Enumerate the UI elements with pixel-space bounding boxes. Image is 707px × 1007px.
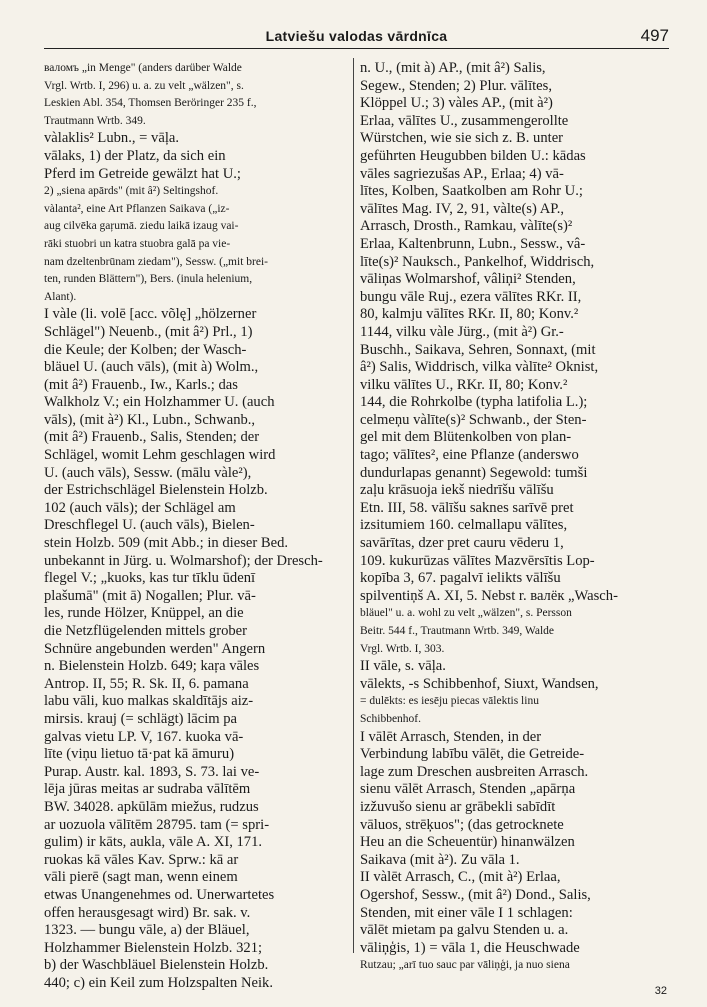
text-line: vàlaklis² Lubn., = vāļa. [44, 130, 179, 147]
text-line: Verbindung labību vālēt, die Getreide- [360, 746, 585, 763]
text-line: ruokas kā vāles Kav. Sprw.: kā ar [44, 851, 239, 868]
text-line: bungu vāle Ruj., ezera vālītes RKr. II, [360, 288, 582, 305]
text-line: 144, die Rohrkolbe (typha latifolia L.); [360, 394, 588, 411]
text-line: plašumā" (mit ā) Nogallen; Plur. vā- [44, 587, 256, 604]
text-line: â²) Salis, Widdrisch, vilka vàlīte² Oknist, [360, 359, 599, 376]
text-line: bläuel" u. a. wohl zu velt „wälzen", s. Persson [360, 607, 572, 620]
text-line: vālekts, -s Schibbenhof, Siuxt, Wandsen, [360, 675, 599, 692]
text-line: Dreschflegel U. (auch vāls), Bielen- [44, 517, 255, 534]
text-line: bläuel U. (auch vāls), (mit à) Wolm., [44, 359, 259, 376]
text-line: Alant). [44, 290, 77, 303]
text-line: 1144, vilku vàle Jürg., (mit à²) Gr.- [360, 323, 564, 340]
text-line: Purap. Austr. kal. 1893, S. 73. lai ve- [44, 763, 260, 780]
text-line: stein Holzb. 509 (mit Abb.; in dieser Bed. [44, 535, 289, 552]
text-line: vilku vālītes U., RKr. II, 80; Konv.² [360, 376, 568, 393]
text-line: ten, runden Blättern"), Bers. (inula helenium, [44, 273, 253, 286]
text-line: n. U., (mit à) AP., (mit â²) Salis, [360, 60, 546, 76]
text-line: Arrasch, Drosth., Ramkau, vàlīte(s)² [360, 218, 573, 235]
text-line: 1323. — bungu vāle, a) der Bläuel, [44, 922, 250, 939]
text-line: vāluos, strēķuos"; (das getrocknete [360, 816, 564, 833]
footer-signature-number: 32 [654, 985, 667, 997]
text-line: kopība 3, 67. pagalvī ielikts vālīšu [360, 570, 561, 587]
text-line: līte(s)² Nauksch., Pankelhof, Widdrisch, [360, 253, 595, 270]
text-line: 109. kukurūzas vālītes Mazvērsītis Lop- [360, 552, 595, 569]
text-line: Schlägel, womit Lehm geschlagen wird [44, 447, 276, 464]
text-line: Erlaa, vālītes U., zusammengerollte [360, 112, 569, 129]
text-line: etwas Unangenehmes od. Unerwartetes [44, 886, 275, 903]
text-line: Heu an die Scheuentür) hinanwälzen [360, 834, 575, 851]
text-line: geführten Heugubben bilden U.: kādas [360, 147, 586, 164]
left-column [44, 60, 346, 992]
text-line: 80, kalmju vālītes RKr. II, 80; Konv.² [360, 306, 579, 323]
text-line: Schlägel") Neuenb., (mit â²) Prl., 1) [44, 323, 253, 340]
text-line: lītes, Kolben, Saatkolben am Rohr U.; [360, 183, 583, 200]
text-line: flegel V.; „kuoks, kas tur tīklu ūdenī [44, 570, 256, 587]
text-line: labu vāli, kuo malkas skaldītājs aiz- [44, 693, 254, 710]
text-line: les, runde Hölzer, Knüppel, an die [44, 605, 244, 622]
text-line: aug cilvēka gaŗumā. ziedu laikā izaug vai- [44, 220, 239, 233]
text-line: offen herausgesagt wird) Br. sak. v. [44, 904, 251, 921]
page-number: 497 [640, 26, 669, 45]
text-line: vālītes Mag. IV, 2, 91, vàlte(s) AP., [360, 200, 565, 217]
text-line: Beitr. 544 f., Trautmann Wrtb. 349, Walde [360, 625, 554, 637]
text-line: I vàle (li. volē [acc. võlę] „hölzerner [44, 306, 257, 323]
text-line: II vāle, s. vāļa. [360, 658, 446, 675]
text-line: savārītas, dzer pret cauru vēderu 1, [360, 535, 564, 552]
text-line: Vrgl. Wrtb. I, 296) u. a. zu velt „wälzen", s. [44, 79, 244, 92]
text-line: celmeņu vàlīte(s)² Schwanb., der Sten- [360, 411, 587, 428]
text-line: Erlaa, Kaltenbrunn, Lubn., Sessw., vâ- [360, 235, 586, 252]
text-line: = dulēkts: es iesēju piecas vālektis linu [360, 695, 539, 708]
text-line: vāles sagriezušas AP., Erlaa; 4) vā- [360, 165, 564, 182]
text-line: Buschh., Saikava, Sehren, Sonnaxt, (mit [360, 341, 596, 358]
text-line: U. (auch vāls), Sessw. (mālu vàle²), [44, 464, 252, 481]
text-line: Antrop. II, 55; R. Sk. II, 6. pamana [44, 675, 249, 692]
text-line: dundurlapas genannt) Segewold: tumši [360, 464, 588, 481]
right-column [360, 60, 669, 975]
text-line: Pferd im Getreide gewälzt hat U.; [44, 165, 241, 182]
text-line: nam dzeltenbrūnam ziedam"), Sessw. („mit brei- [44, 255, 268, 268]
column-divider [353, 58, 354, 953]
text-line: der Estrichschlägel Bielenstein Holzb. [44, 482, 268, 499]
text-line: Rutzau; „arī tuo sauc par vāliņģi, ja nuo siena [360, 959, 570, 972]
text-line: Segew., Stenden; 2) Plur. vālītes, [360, 77, 552, 94]
text-line: Saikava (mit à²). Zu vāla 1. [360, 851, 520, 868]
text-line: b) der Waschbläuel Bielenstein Holzb. [44, 957, 269, 974]
text-line: Vrgl. Wrtb. I, 303. [360, 642, 445, 655]
text-line: Etn. III, 58. vālīšu saknes sarīvē pret [360, 499, 574, 516]
text-line: vāliņas Wolmarshof, vâliņi² Stenden, [360, 271, 576, 288]
page-header [44, 26, 669, 49]
text-line: Leskien Abl. 354, Thomsen Beröringer 235 f., [44, 97, 257, 110]
text-line: sienu vālēt Arrasch, Stenden „apārņa [360, 781, 576, 798]
text-line: Würstchen, wie sie sich z. B. unter [360, 130, 564, 147]
text-line: n. Bielenstein Holzb. 649; kaŗa vāles [44, 658, 260, 675]
text-line: Stenden, mit einer vāle I 1 schlagen: [360, 904, 573, 921]
text-line: Ogershof, Sessw., (mit â²) Dond., Salis, [360, 886, 591, 903]
text-line: izžuvušo sienu ar grābekli sabīdīt [360, 798, 556, 815]
text-line: II vàlēt Arrasch, C., (mit à²) Erlaa, [360, 869, 561, 886]
text-line: gulim) ir kāts, aukla, vāle A. XI, 171. [44, 834, 263, 851]
text-line: mirsis. krauj (= schlägt) lācim pa [44, 710, 238, 727]
text-line: I vālēt Arrasch, Stenden, in der [360, 728, 542, 745]
text-line: Holzhammer Bielenstein Holzb. 321; [44, 939, 263, 956]
text-line: ar uozuola vālītēm 28795. tam (= spri- [44, 816, 270, 833]
text-line: Trautmann Wrtb. 349. [44, 114, 146, 127]
text-line: vālaks, 1) der Platz, da sich ein [44, 147, 226, 164]
text-line: rāki stuobri un katra stuobra galā pa vie- [44, 237, 231, 250]
text-line: unbekannt in Jürg. u. Wolmarshof); der Dresch- [44, 552, 323, 569]
text-line: līte (viņu lietuo tā·pat kā āmuru) [44, 746, 235, 763]
text-line: 440; c) ein Keil zum Holzspalten Neik. [44, 974, 273, 991]
text-line: tago; vālītes², eine Pflanze (anderswo [360, 447, 579, 464]
text-line: (mit â²) Frauenb., Iw., Karls.; das [44, 376, 238, 393]
text-line: BW. 34028. apkūlām miežus, rudzus [44, 798, 259, 815]
text-line: izsitumiem 160. celmallapu vālītes, [360, 517, 568, 534]
text-line: vàlanta², eine Art Pflanzen Saikava („iz- [44, 202, 230, 215]
text-line: Walkholz V.; ein Holzhammer U. (auch [44, 394, 275, 411]
text-line: Klöppel U.; 3) vàles AP., (mit à²) [360, 95, 553, 112]
text-line: galvas vietu LP. V, 167. kuoka vā- [44, 728, 244, 745]
text-line: Schnüre angebunden werden" Angern [44, 640, 266, 657]
text-line: zaļu krāsuoja iekš niedrīšu vālīšu [360, 482, 554, 499]
text-line: lage zum Dreschen ausbreiten Arrasch. [360, 763, 589, 780]
text-line: lēja jūras meitas ar sudraba vālītēm [44, 781, 251, 798]
text-line: gel mit dem Blütenkolben von plan- [360, 429, 572, 446]
text-line: 2) „siena apārds" (mit â²) Seltingshof. [44, 185, 219, 198]
text-line: die Netzflügelenden mittels grober [44, 623, 248, 639]
text-line: Schibbenhof. [360, 712, 422, 725]
text-line: валомъ „in Menge" (anders darüber Walde [44, 62, 242, 74]
text-line: (mit â²) Frauenb., Salis, Stenden; der [44, 429, 260, 446]
text-line: die Keule; der Kolben; der Wasch- [44, 341, 247, 358]
text-line: vāli pierē (sagt man, wenn einem [44, 869, 238, 886]
text-line: vālēt mietam pa galvu Stenden u. a. [360, 922, 569, 939]
text-line: vāls), (mit à²) Kl., Lubn., Schwanb., [44, 411, 256, 428]
text-line: spilventiņš A. XI, 5. Nebst r. валёк „Wasch- [360, 587, 618, 604]
text-line: vāliņģis, 1) = vāla 1, die Heuschwade [360, 939, 580, 956]
page-title: Latviešu valodas vārdnīca [265, 28, 448, 44]
text-line: 102 (auch vāls); der Schlägel am [44, 499, 236, 516]
